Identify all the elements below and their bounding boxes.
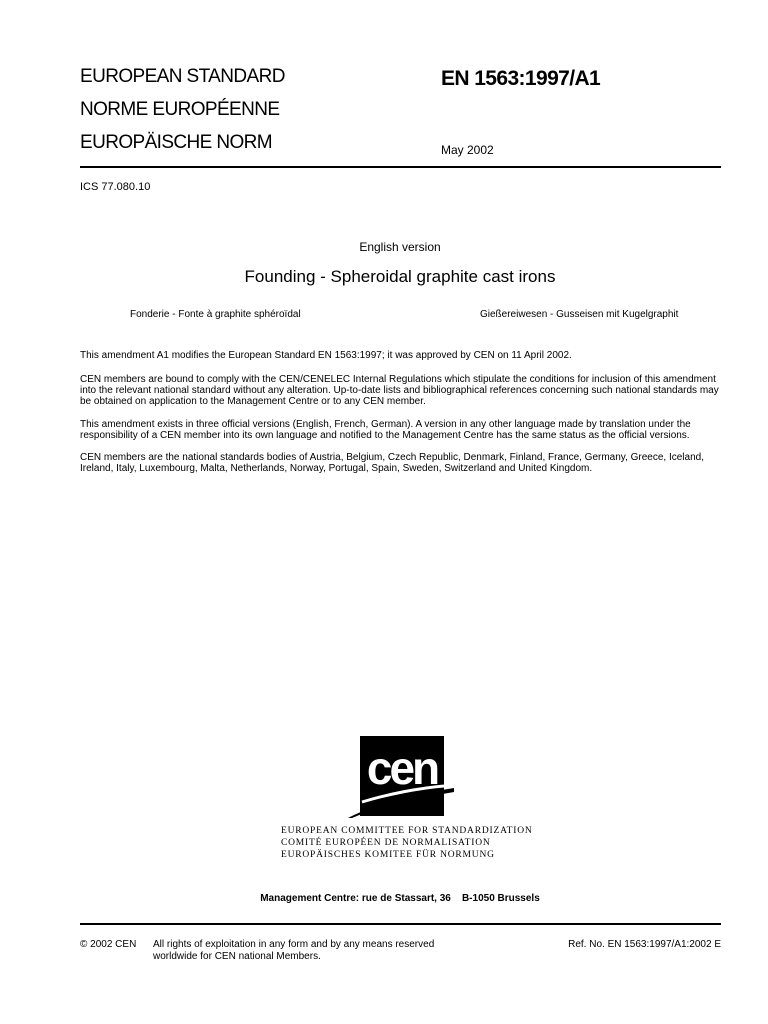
paragraph-members: CEN members are the national standards bodies of Austria, Belgium, Czech Republic, Denmark, Finland, France, Germany, Greece, Iceland, Ireland, Italy, Luxembourg, Malta, Netherlands, Norway, Portugal, Spain, Sweden, Switzerland and United Kingdom. — [80, 452, 704, 474]
language-version: English version — [359, 240, 441, 254]
publication-date: May 2002 — [441, 143, 494, 157]
ics-code: ICS 77.080.10 — [80, 181, 151, 193]
rights-statement: All rights of exploitation in any form and by any means reserved worldwide for CEN national Members. — [153, 939, 435, 962]
top-divider — [80, 166, 721, 168]
paragraph-compliance: CEN members are bound to comply with the CEN/CENELEC Internal Regulations which stipulate the conditions for inclusion of this amendment into the relevant national standard without any alteration. Up-to-date lists and bibliographical references concerning such national standards may be obtained on application to the Management Centre or to any CEN member. — [80, 374, 719, 407]
title-norme-europeenne: NORME EUROPÉENNE — [80, 99, 280, 120]
copyright: © 2002 CEN — [80, 939, 137, 950]
title-europaische-norm: EUROPÄISCHE NORM — [80, 132, 273, 153]
committee-name-fr: COMITÉ EUROPÉEN DE NORMALISATION — [281, 838, 491, 848]
bottom-divider — [80, 923, 721, 925]
logo-text: cen — [366, 742, 438, 794]
document-title: Founding - Spheroidal graphite cast irons — [244, 267, 556, 286]
reference-number: Ref. No. EN 1563:1997/A1:2002 E — [568, 939, 721, 950]
french-title: Fonderie - Fonte à graphite sphéroïdal — [130, 309, 301, 320]
standard-number: EN 1563:1997/A1 — [441, 67, 601, 90]
management-centre-address: Management Centre: rue de Stassart, 36 B-1050 Brussels — [260, 893, 540, 904]
committee-name-de: EUROPÄISCHES KOMITEE FÜR NORMUNG — [281, 850, 495, 860]
paragraph-approval: This amendment A1 modifies the European Standard EN 1563:1997; it was approved by CEN on 11 April 2002. — [80, 350, 572, 361]
paragraph-versions: This amendment exists in three official versions (English, French, German). A version in any other language made by translation under the responsibility of a CEN member into its own language and notified to the Management Centre has the same status as the official versions. — [80, 419, 691, 441]
title-european-standard: EUROPEAN STANDARD — [80, 66, 285, 87]
committee-name-en: EUROPEAN COMMITTEE FOR STANDARDIZATION — [281, 826, 533, 836]
cen-logo-icon — [348, 736, 456, 818]
german-title: Gießereiwesen - Gusseisen mit Kugelgraphit — [480, 309, 679, 320]
